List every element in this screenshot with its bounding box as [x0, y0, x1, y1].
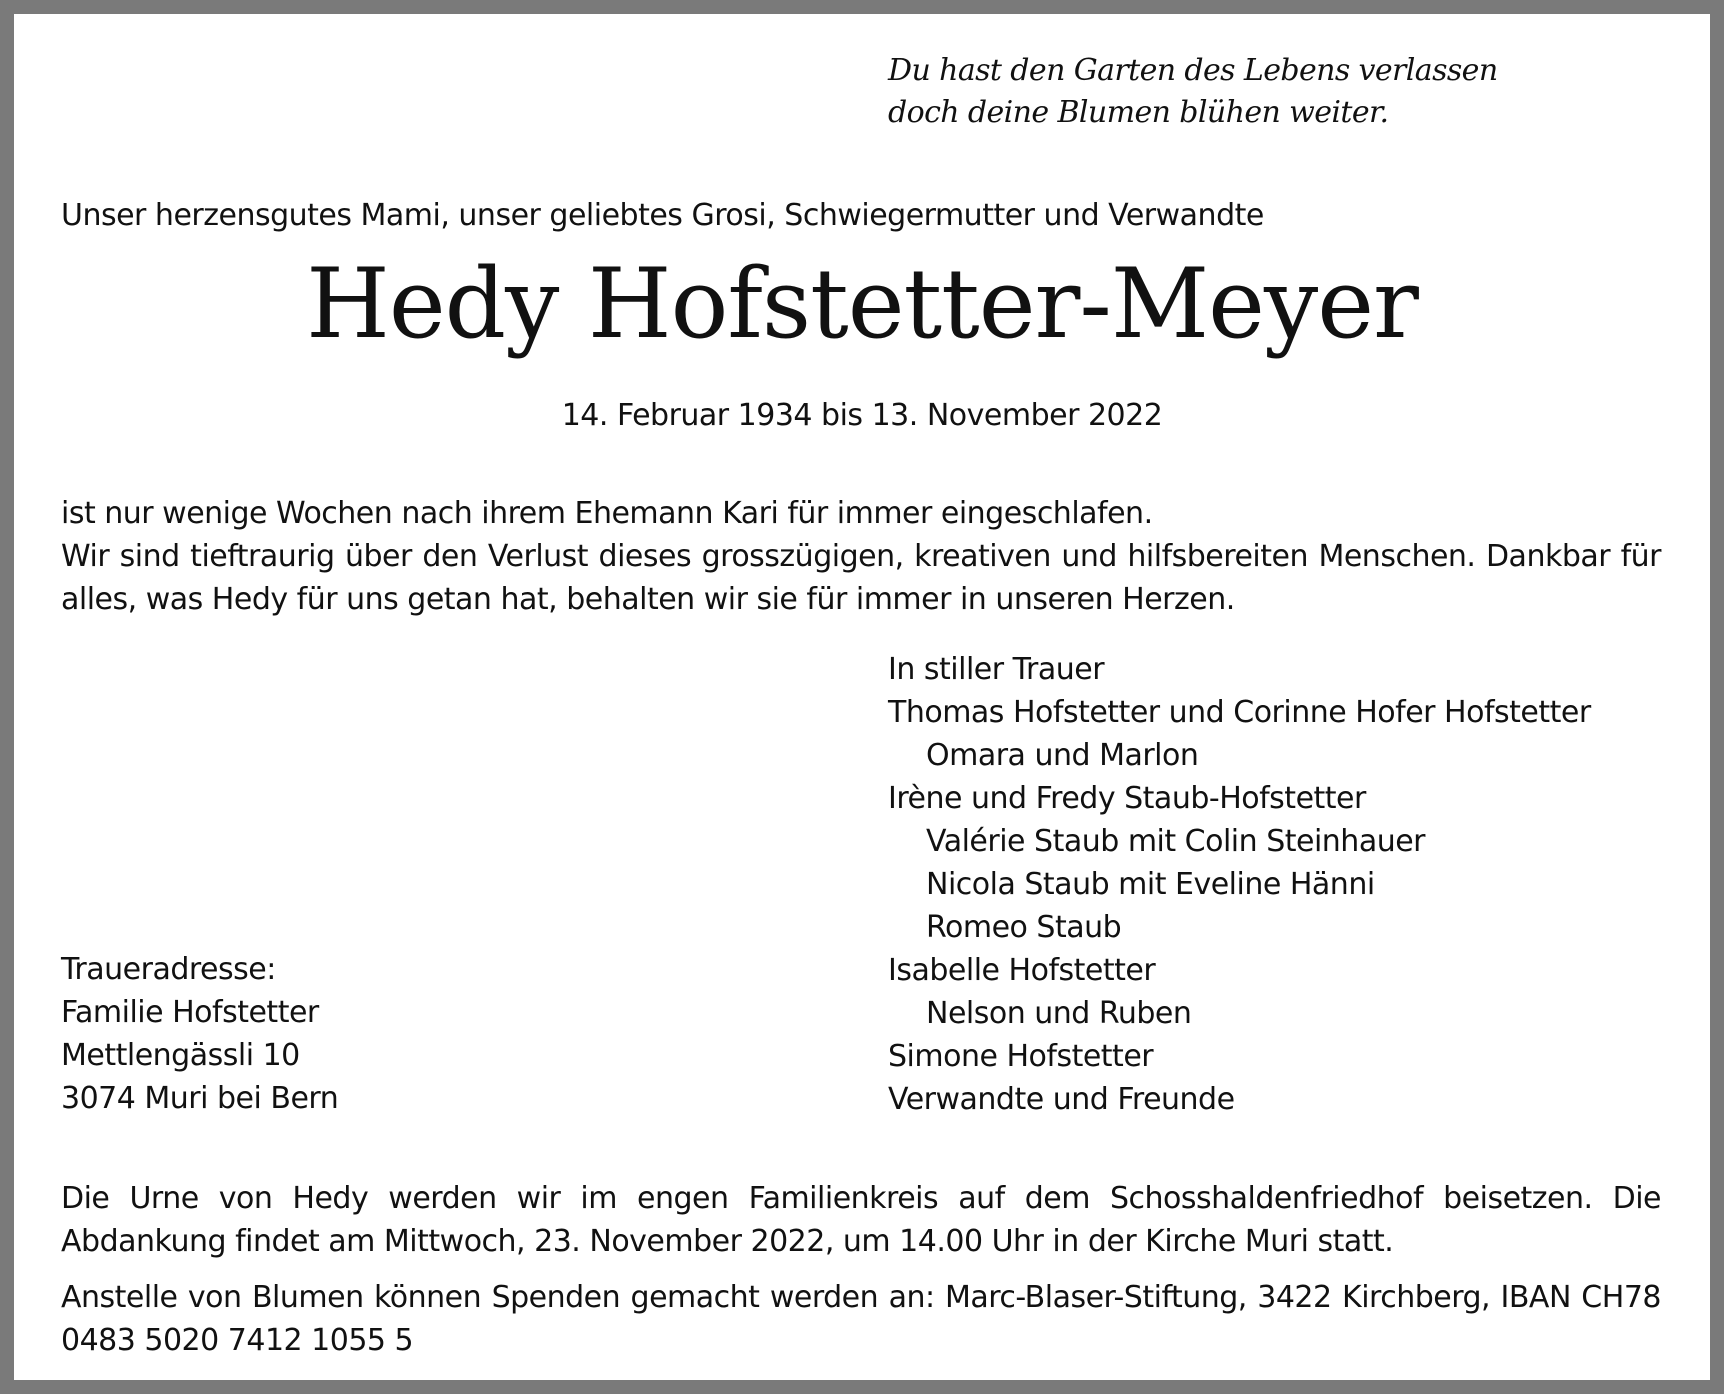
- mourner-entry: Valérie Staub mit Colin Steinhauer: [926, 824, 1426, 859]
- address-family: Familie Hofstetter: [61, 995, 319, 1030]
- address-street: Mettlengässli 10: [61, 1038, 300, 1073]
- intro-line: Unser herzensgutes Mami, unser geliebtes Grosi, Schwiegermutter und Verwandte: [61, 198, 1264, 233]
- motto-line: doch deine Blumen blühen weiter.: [888, 95, 1389, 130]
- donation-notice: Anstelle von Blumen können Spenden gemacht werden an: Marc-Blaser-Stiftung, 3422 Kirchberg, IBAN CH78 0483 5020 7412 1055 5: [61, 1280, 1661, 1358]
- mourner-entry: Irène und Fredy Staub-Hofstetter: [888, 781, 1366, 816]
- mourner-entry: Verwandte und Freunde: [888, 1082, 1235, 1117]
- mourners-list: [888, 648, 1591, 1121]
- mourner-entry: Omara und Marlon: [926, 738, 1199, 773]
- mourner-entry: Simone Hofstetter: [888, 1039, 1154, 1074]
- mourners-heading: In stiller Trauer: [888, 652, 1105, 687]
- motto-line: Du hast den Garten des Lebens verlassen: [888, 53, 1498, 88]
- mourner-entry: Nicola Staub mit Eveline Hänni: [926, 867, 1375, 902]
- address-label: Traueradresse:: [61, 952, 276, 987]
- burial-notice: Die Urne von Hedy werden wir im engen Familienkreis auf dem Schosshaldenfriedhof beisetzen. Die Abdankung findet am Mittwoch, 23. November 2022, um 14.00 Uhr in der Kirche Muri statt.: [61, 1181, 1661, 1259]
- life-dates: 14. Februar 1934 bis 13. November 2022: [561, 398, 1163, 433]
- address-city: 3074 Muri bei Bern: [61, 1081, 339, 1116]
- deceased-name: Hedy Hofstetter-Meyer: [306, 248, 1418, 360]
- mourning-address: [61, 948, 338, 1120]
- message-line-1: ist nur wenige Wochen nach ihrem Ehemann Kari für immer eingeschlafen.: [61, 496, 1153, 531]
- mourner-entry: Romeo Staub: [926, 910, 1122, 945]
- mourner-entry: Isabelle Hofstetter: [888, 953, 1156, 988]
- motto-quote: [888, 50, 1498, 134]
- mourner-entry: Nelson und Ruben: [926, 996, 1192, 1031]
- obituary-notice: [14, 14, 1710, 1380]
- message-paragraph: Wir sind tieftraurig über den Verlust dieses grosszügigen, kreativen und hilfsbereiten Menschen. Dankbar für alles, was Hedy für uns getan hat, behalten wir sie für immer in unseren Herzen.: [61, 539, 1661, 617]
- mourner-entry: Thomas Hofstetter und Corinne Hofer Hofstetter: [888, 695, 1591, 730]
